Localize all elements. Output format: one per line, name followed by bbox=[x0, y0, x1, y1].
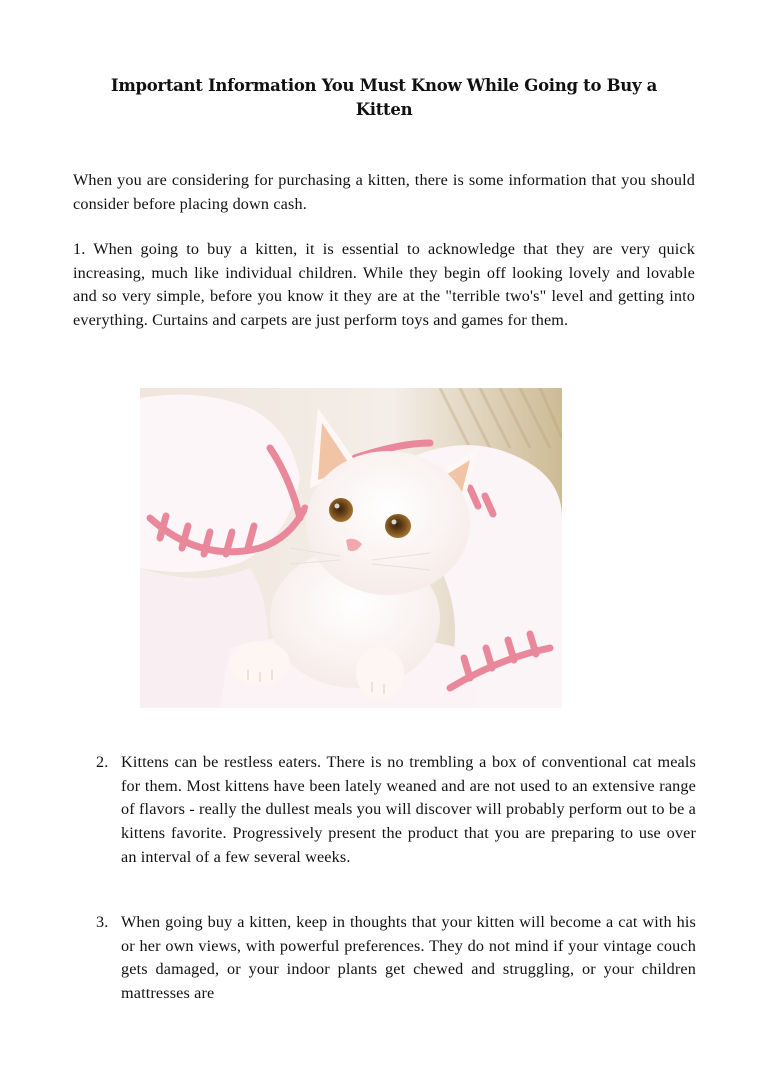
kitten-photo bbox=[140, 388, 562, 708]
list-item-3 bbox=[96, 911, 696, 1006]
kitten-illustration bbox=[140, 388, 562, 708]
document-title: Important Information You Must Know While Going to Buy a Kitten bbox=[110, 76, 658, 119]
list-number: 2. bbox=[96, 753, 109, 771]
list-item-2 bbox=[96, 751, 696, 870]
paragraph-1: 1. When going to buy a kitten, it is essential to acknowledge that they are very quick increasing, much like individual children. While they begin off looking lovely and lovable and so very simple, before you know it they are at the "terrible two's" level and getting into everything. Curtains and carpets are just perform toys and games for them. bbox=[73, 240, 695, 330]
intro-paragraph: When you are considering for purchasing a kitten, there is some information that you should consider before placing down cash. bbox=[73, 171, 695, 213]
list-text: When going buy a kitten, keep in thoughts that your kitten will become a cat with his or her own views, with powerful preferences. They do not mind if your vintage couch gets damaged, or your indoor plants get chewed and struggling, or your children mattresses are bbox=[121, 913, 696, 1003]
list-text: Kittens can be restless eaters. There is no trembling a box of conventional cat meals for them. Most kittens have been lately weaned and are not used to an extensive range of flavors - really the dullest meals you will discover will probably perform out to be a kittens favorite. Progressively present the product that you are preparing to use over an interval of a few several weeks. bbox=[121, 753, 696, 866]
list-number: 3. bbox=[96, 913, 109, 931]
